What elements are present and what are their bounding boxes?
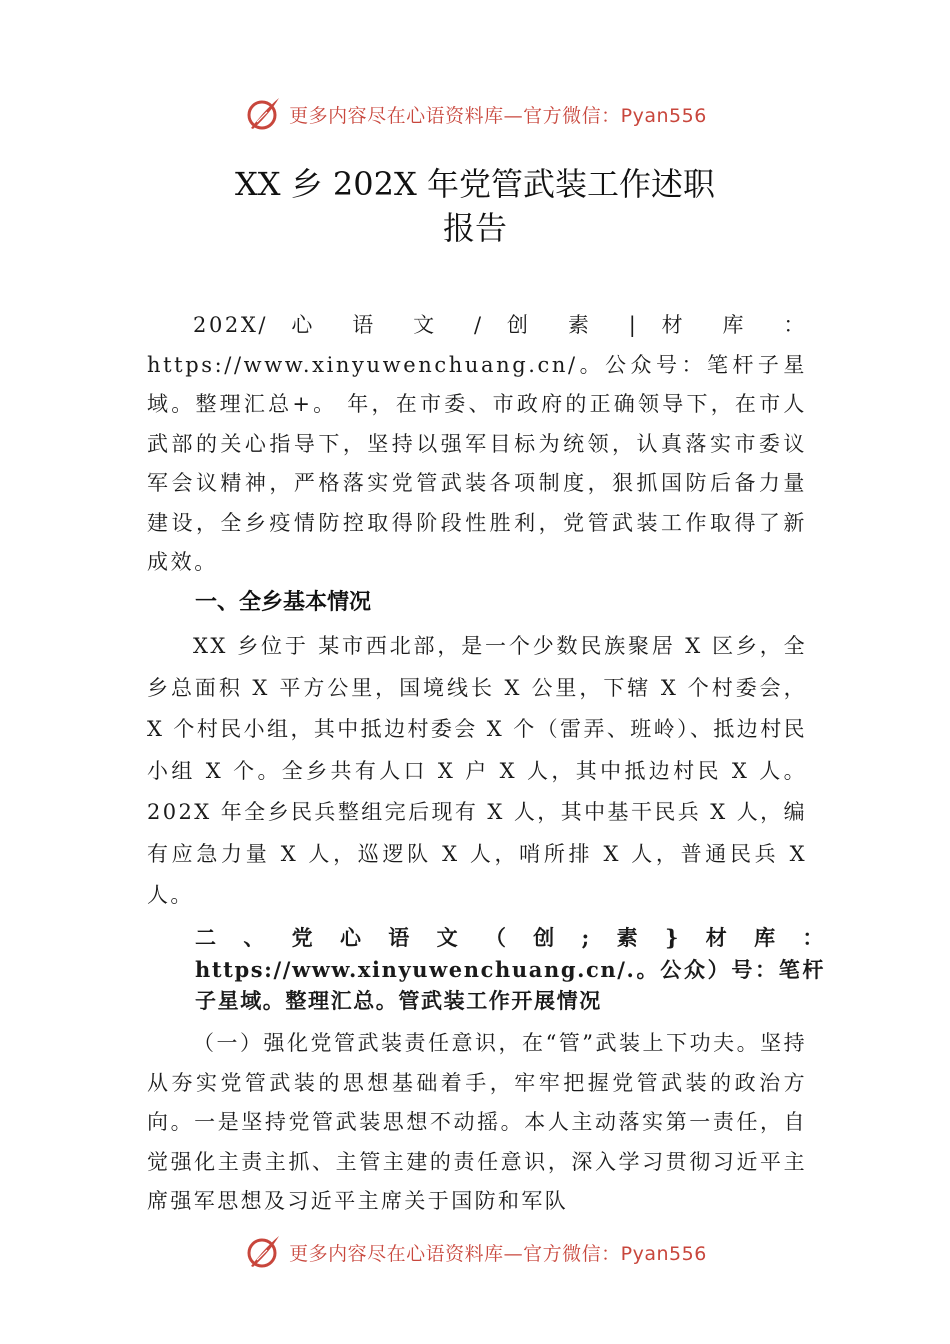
quill-pen-icon xyxy=(243,94,283,134)
watermark-label: 更多内容尽在心语资料库—官方微信： xyxy=(289,1242,621,1265)
watermark-banner-bottom xyxy=(0,1230,950,1274)
wechat-id: Pyan556 xyxy=(620,1242,707,1265)
quill-pen-icon xyxy=(243,1232,283,1272)
section-heading-2: 二、党心语文（创;素}材库：https://www.xinyuwenchuang.cn/.。公众）号：笔杆子星域。整理汇总。管武装工作开展情况 xyxy=(195,925,825,1013)
title-line-2: 报告 xyxy=(442,209,507,247)
watermark-text xyxy=(289,1239,707,1266)
title-line-1: XX 乡 202X 年党管武装工作述职 xyxy=(235,165,715,203)
document-title xyxy=(0,162,950,250)
work-paragraph: （一）强化党管武装责任意识，在“管”武装上下功夫。坚持从夯实党管武装的思想基础着手，牢牢把握党管武装的政治方向。一是坚持党管武装思想不动摇。本人主动落实第一责任，自觉强化主责主抓、主管主建的责任意识，深入学习贯彻习近平主席强军思想及习近平主席关于国防和军队 xyxy=(147,1031,807,1213)
wechat-id: Pyan556 xyxy=(620,104,707,127)
watermark-label: 更多内容尽在心语资料库—官方微信： xyxy=(289,104,621,127)
section-heading-1: 一、全乡基本情况 xyxy=(195,590,372,615)
intro-paragraph: 202X/ 心 语 文 / 创 素 | 材 库 ： https://www.xinyuwenchuang.cn/。公众号：笔杆子星域。整理汇总+。 年，在市委、市政府的正确领导下，在市人武部的关心指导下，坚持以强军目标为统领，认真落实市委议军会议精神，严格落实党管武装各项制度，狠抓国防后备力量建设，全乡疫情防控取得阶段性胜利，党管武装工作取得了新成效。 xyxy=(147,313,807,574)
basic-situation-paragraph: XX 乡位于 某市西北部，是一个少数民族聚居 X 区乡，全乡总面积 X 平方公里，国境线长 X 公里，下辖 X 个村委会，X 个村民小组，其中抵边村委会 X 个（雷弄、班岭）、抵边村民小组 X 个。全乡共有人口 X 户 X 人，其中抵边村民 X 人。202X 年全乡民兵整组完后现有 X 人，其中基干民兵 X 人，编有应急力量 X 人，巡逻队 X 人，哨所排 X 人，普通民兵 X 人。 xyxy=(147,634,807,907)
watermark-banner-top xyxy=(0,92,950,136)
watermark-text xyxy=(289,101,707,128)
